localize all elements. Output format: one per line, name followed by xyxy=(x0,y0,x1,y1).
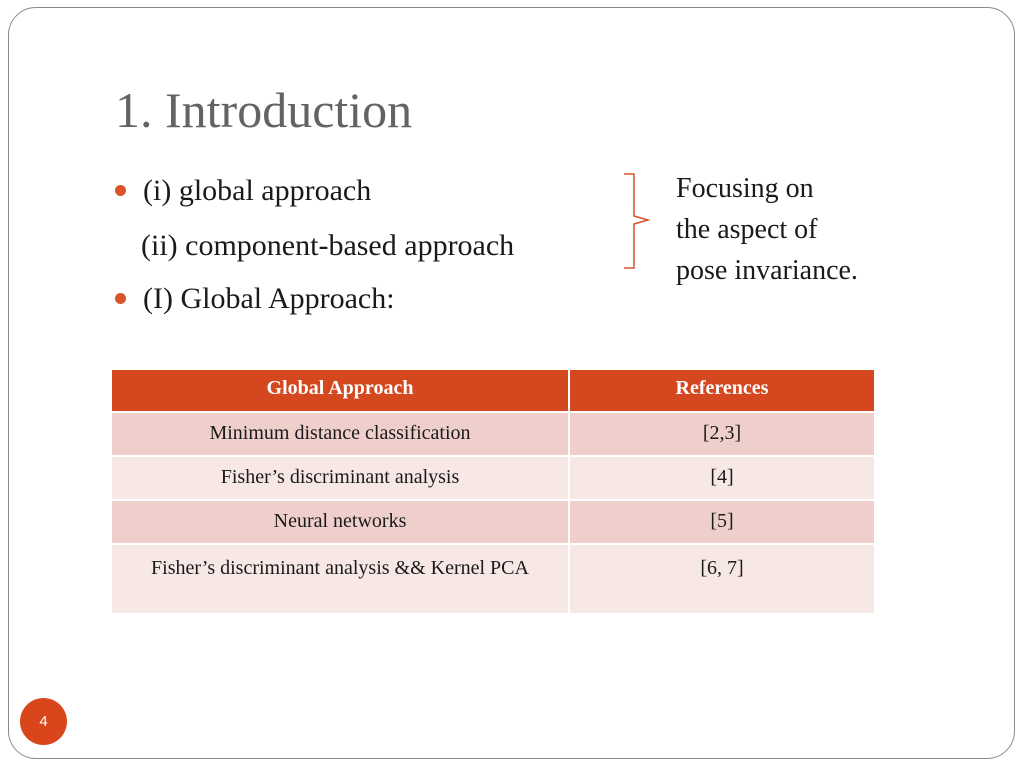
table-cell-approach: Fisher’s discriminant analysis xyxy=(111,456,569,500)
right-brace-icon xyxy=(620,172,650,272)
bullet-item-global-approach xyxy=(115,176,371,206)
side-note xyxy=(676,168,858,291)
table-cell-reference: [2,3] xyxy=(569,412,875,456)
table-row xyxy=(111,412,875,456)
table-cell-reference: [6, 7] xyxy=(569,544,875,614)
slide-title: 1. Introduction xyxy=(115,82,413,138)
bullet-dot-icon xyxy=(115,185,126,196)
table-header-approach: Global Approach xyxy=(111,369,569,412)
approach-table xyxy=(110,368,876,615)
table-cell-reference: [5] xyxy=(569,500,875,544)
bullet-item-global-approach-heading xyxy=(115,284,395,314)
table-cell-approach: Fisher’s discriminant analysis && Kernel PCA xyxy=(111,544,569,614)
page-number-badge: 4 xyxy=(20,698,67,745)
table-row xyxy=(111,456,875,500)
table-header-references: References xyxy=(569,369,875,412)
note-line: Focusing on xyxy=(676,173,814,204)
table-row xyxy=(111,544,875,614)
sub-line-component-approach: (ii) component-based approach xyxy=(141,229,515,262)
table-header-row xyxy=(111,369,875,412)
note-line: the aspect of xyxy=(676,214,818,245)
table-cell-approach: Minimum distance classification xyxy=(111,412,569,456)
bullet-text: (i) global approach xyxy=(143,174,372,207)
table-cell-reference: [4] xyxy=(569,456,875,500)
bullet-text: (I) Global Approach: xyxy=(143,282,395,315)
bullet-dot-icon xyxy=(115,293,126,304)
table-row xyxy=(111,500,875,544)
note-line: pose invariance. xyxy=(676,255,858,286)
table-cell-approach: Neural networks xyxy=(111,500,569,544)
